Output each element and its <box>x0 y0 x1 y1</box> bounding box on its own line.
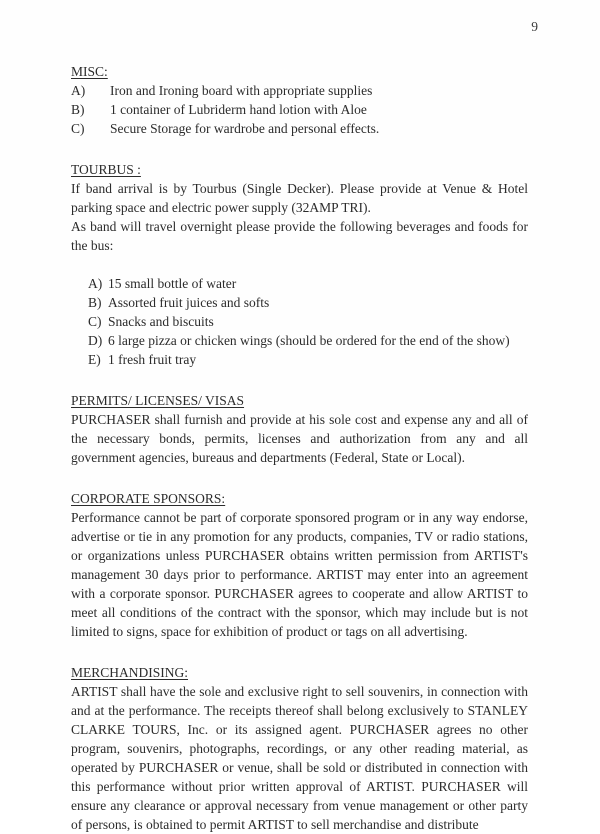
list-item <box>88 293 528 312</box>
list-marker: D) <box>88 333 103 348</box>
list-item-text: Assorted fruit juices and softs <box>108 295 270 310</box>
list-item-text: 1 container of Lubriderm hand lotion with Aloe <box>110 102 367 117</box>
list-item-text: Snacks and biscuits <box>108 314 214 329</box>
list-marker: C) <box>71 121 85 136</box>
list-item <box>71 119 528 138</box>
list-item-text: Iron and Ironing board with appropriate supplies <box>110 83 373 98</box>
merchandising-paragraph: ARTIST shall have the sole and exclusive right to sell souvenirs, in connection with and at the performance. The receipts thereof shall belong exclusively to STANLEY CLARKE TOURS, Inc. or its assigned agent. PURCHASER agrees no other program, souvenirs, photographs, recordings, or any other reading material, as operated by PURCHASER or venue, shall be sold or distributed in connection with this performance without prior written approval of ARTIST. PURCHASER will ensure any clearance or approval necessary from venue management or other party of persons, is obtained to permit ARTIST to sell merchandise and distribute <box>71 684 528 832</box>
section-spacer <box>71 138 528 160</box>
misc-list <box>71 81 528 138</box>
list-item-text: 1 fresh fruit tray <box>108 352 197 367</box>
tourbus-paragraph-1: If band arrival is by Tourbus (Single Decker). Please provide at Venue & Hotel parking space and electric power supply (32AMP TRI). <box>71 181 528 215</box>
document-body <box>71 62 528 834</box>
list-marker: B) <box>71 102 85 117</box>
list-item-text: 15 small bottle of water <box>108 276 237 291</box>
corporate-sponsors-heading: CORPORATE SPONSORS: <box>71 491 226 506</box>
list-marker: E) <box>88 352 101 367</box>
section-tourbus <box>71 160 528 369</box>
list-item-text: 6 large pizza or chicken wings (should be ordered for the end of the show) <box>108 333 510 348</box>
list-item <box>88 312 528 331</box>
list-item <box>88 274 528 293</box>
list-marker: A) <box>88 276 103 291</box>
tourbus-paragraph-2: As band will travel overnight please provide the following beverages and foods for the bus: <box>71 219 528 253</box>
section-spacer <box>71 467 528 489</box>
list-spacer <box>71 255 528 274</box>
tourbus-provisions-list <box>71 274 528 369</box>
merchandising-heading: MERCHANDISING: <box>71 665 189 680</box>
section-spacer <box>71 369 528 391</box>
list-item <box>88 350 528 369</box>
misc-heading: MISC: <box>71 64 108 79</box>
list-item-text: Secure Storage for wardrobe and personal effects. <box>110 121 380 136</box>
section-permits <box>71 391 528 467</box>
list-item <box>71 100 528 119</box>
permits-paragraph: PURCHASER shall furnish and provide at his sole cost and expense any and all of the necessary bonds, permits, licenses and authorization from any and all government agencies, bureaus and departments (Federal, State or Local). <box>71 412 528 465</box>
tourbus-heading: TOURBUS : <box>71 162 141 177</box>
section-spacer <box>71 641 528 663</box>
list-marker: A) <box>71 83 86 98</box>
corporate-sponsors-paragraph: Performance cannot be part of corporate sponsored program or in any way endorse, advertise or tie in any promotion for any products, companies, TV or radio stations, or organizations unless PURCHASER obtains written permission from ARTIST's management 30 days prior to performance. ARTIST may enter into an agreement with a corporate sponsor. PURCHASER agrees to cooperate and allow ARTIST to meet all conditions of the contract with the sponsor, which may include but is not limited to signs, space for exhibition of product or tags on all advertising. <box>71 510 528 639</box>
list-marker: B) <box>88 295 102 310</box>
list-item <box>88 331 528 350</box>
section-merchandising <box>71 663 528 834</box>
list-item <box>71 81 528 100</box>
page-number: 9 <box>531 19 538 34</box>
list-marker: C) <box>88 314 102 329</box>
permits-heading: PERMITS/ LICENSES/ VISAS <box>71 393 245 408</box>
section-corporate-sponsors <box>71 489 528 641</box>
section-misc <box>71 62 528 138</box>
